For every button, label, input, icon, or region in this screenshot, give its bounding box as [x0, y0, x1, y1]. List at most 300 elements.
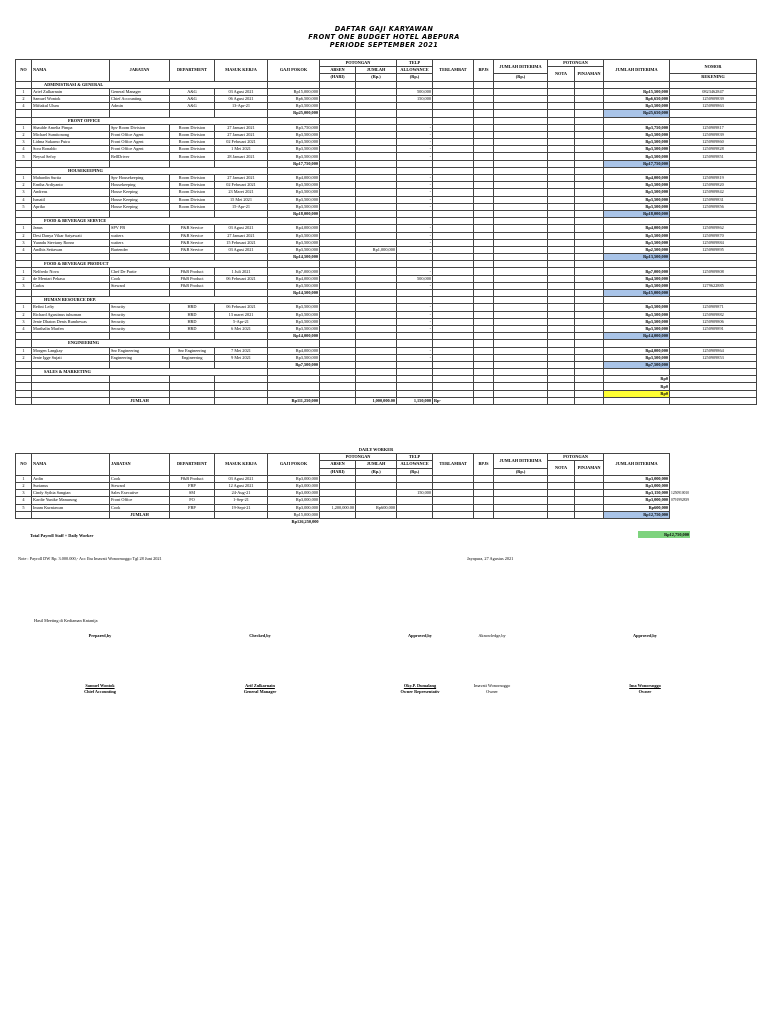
row-telp [397, 103, 433, 110]
empty-cell [16, 511, 32, 518]
row-nota [548, 95, 575, 102]
empty-cell [268, 167, 320, 174]
empty-cell [494, 475, 548, 482]
subtotal-diterima: Rp14,000,000 [604, 333, 670, 340]
daily-col-potongan-2: POTONGAN [548, 454, 604, 461]
row-terlambat [433, 347, 474, 354]
empty-cell [494, 110, 548, 117]
row-nama: Erntha Ardiyanto [32, 182, 110, 189]
signature-title: Owner [638, 689, 652, 694]
row-pinjaman [575, 146, 604, 153]
row-nota [548, 103, 575, 110]
section-header-row [16, 81, 757, 88]
empty-cell [670, 340, 757, 347]
section-header-row [16, 369, 757, 376]
col-jumlah-diterima-2: JUMLAH DITERIMA [604, 60, 670, 82]
row-no: 4 [16, 325, 32, 332]
daily-col-bpjs: BPJS [474, 454, 494, 476]
row-potongan-jumlah: Rp1,000,000 [356, 246, 397, 253]
col-rp-3: (Rp.) [494, 74, 548, 81]
empty-cell [433, 117, 474, 124]
empty-cell [494, 361, 548, 368]
row-rekening: 1250909839 [670, 95, 757, 102]
row-pinjaman [575, 239, 604, 246]
table-row [16, 225, 757, 232]
daily-col-telp: TELP [397, 454, 433, 461]
row-masuk: 13-Apr-21 [215, 103, 268, 110]
row-gaji: Rp7,000,000 [268, 268, 320, 275]
row-total-diterima: Rp3,500,000 [604, 282, 670, 289]
empty-cell [670, 117, 757, 124]
empty-cell [494, 254, 548, 261]
col-absen: ABSEN [320, 67, 356, 74]
empty-cell [548, 254, 575, 261]
row-rekening: 1250909808 [670, 268, 757, 275]
daily-telp [397, 475, 433, 482]
row-potongan-jumlah [356, 304, 397, 311]
daily-gaji: Rp3,000,000 [268, 482, 320, 489]
row-nota [548, 139, 575, 146]
row-total-diterima: Rp3,500,000 [604, 239, 670, 246]
empty-cell [670, 518, 757, 525]
row-terlambat [433, 139, 474, 146]
empty-cell [548, 369, 575, 376]
row-nama: Andhis Setiawan [32, 246, 110, 253]
row-rekening [670, 275, 757, 282]
row-jumlah-diterima [494, 139, 548, 146]
empty-cell [397, 297, 433, 304]
section-title: HUMAN RESOURCE DEP. [32, 297, 268, 304]
row-masuk: 27 Januari 2021 [215, 124, 268, 131]
row-pinjaman [575, 139, 604, 146]
empty-cell [32, 110, 110, 117]
daily-row [16, 504, 757, 511]
empty-cell [433, 254, 474, 261]
daily-telp: 150,000 [397, 490, 433, 497]
sales-value: Rp0 [604, 383, 670, 390]
daily-jumlah-row [16, 511, 757, 518]
row-nota [548, 232, 575, 239]
empty-cell [320, 518, 356, 525]
empty-cell [32, 333, 110, 340]
empty-cell [32, 361, 110, 368]
empty-cell [32, 254, 110, 261]
empty-cell [670, 297, 757, 304]
empty-cell [110, 254, 170, 261]
empty-cell [575, 497, 604, 504]
empty-cell [575, 290, 604, 297]
subtotal-diterima: Rp7,500,000 [604, 361, 670, 368]
row-no: 2 [16, 311, 32, 318]
row-absen [320, 239, 356, 246]
row-telp: 500,000 [397, 88, 433, 95]
empty-cell [548, 290, 575, 297]
row-jumlah-diterima [494, 325, 548, 332]
row-terlambat [433, 175, 474, 182]
empty-cell [494, 383, 548, 390]
row-nama: de Mentari Pekasa [32, 275, 110, 282]
empty-cell [433, 482, 474, 489]
row-gaji: Rp3,750,000 [268, 124, 320, 131]
daily-no: 2 [16, 482, 32, 489]
row-gaji: Rp3,500,000 [268, 146, 320, 153]
daily-col-nota: NOTA [548, 461, 575, 475]
col-gaji: GAJI POKOK [268, 60, 320, 82]
row-nota [548, 203, 575, 210]
row-no: 4 [16, 103, 32, 110]
empty-cell [356, 254, 397, 261]
row-absen [320, 311, 356, 318]
empty-cell [32, 210, 110, 217]
empty-cell [268, 297, 320, 304]
empty-cell [215, 518, 268, 525]
empty-cell [110, 110, 170, 117]
row-terlambat [433, 146, 474, 153]
section-header-row [16, 340, 757, 347]
row-nama: Neysal Sefoy [32, 153, 110, 160]
daily-telp [397, 497, 433, 504]
row-bpjs [474, 347, 494, 354]
row-gaji: Rp4,000,000 [268, 275, 320, 282]
row-jabatan: Bartender [110, 246, 170, 253]
empty-cell [474, 490, 494, 497]
daily-col-jabatan: JABATAN [110, 454, 170, 476]
empty-cell [474, 482, 494, 489]
row-no: 2 [16, 131, 32, 138]
row-terlambat [433, 325, 474, 332]
daily-diterima: Rp3,000,000 [604, 482, 670, 489]
row-nama: Refini Lefty [32, 304, 110, 311]
row-potongan-jumlah [356, 131, 397, 138]
empty-cell [575, 340, 604, 347]
daily-masuk: 03 Agust 2021 [215, 475, 268, 482]
subtotal-row [16, 290, 757, 297]
empty-cell [604, 369, 670, 376]
row-nota [548, 88, 575, 95]
empty-cell [110, 383, 170, 390]
empty-cell [268, 218, 320, 225]
signature-role: Aknowledge,by [478, 633, 506, 638]
row-telp: - [397, 246, 433, 253]
daily-diterima: Rp3,000,000 [604, 497, 670, 504]
row-gaji: Rp3,500,000 [268, 232, 320, 239]
empty-cell [397, 290, 433, 297]
empty-cell [397, 218, 433, 225]
row-absen [320, 131, 356, 138]
row-no: 1 [16, 225, 32, 232]
row-nama: Andreas [32, 189, 110, 196]
empty-cell [494, 297, 548, 304]
empty-cell [548, 475, 575, 482]
empty-cell [670, 81, 757, 88]
row-rekening: 1250909860 [670, 139, 757, 146]
empty-cell [474, 210, 494, 217]
empty-cell [474, 160, 494, 167]
row-jumlah-diterima [494, 304, 548, 311]
section-header-row [16, 297, 757, 304]
empty-cell [433, 475, 474, 482]
subtotal-row [16, 210, 757, 217]
col-terlambat: TERLAMBAT [433, 60, 474, 82]
row-department: Room Division [170, 139, 215, 146]
row-masuk: 06 Februari 2021 [215, 275, 268, 282]
col-potongan: POTONGAN [320, 60, 397, 67]
row-department: HRD [170, 311, 215, 318]
daily-department: SM [170, 490, 215, 497]
row-jabatan: Security [110, 304, 170, 311]
col-nomor: NOMOR [670, 60, 757, 74]
row-jumlah-diterima [494, 246, 548, 253]
row-telp: - [397, 318, 433, 325]
row-pinjaman [575, 88, 604, 95]
table-row [16, 175, 757, 182]
empty-cell [575, 475, 604, 482]
empty-cell [494, 369, 548, 376]
empty-cell [433, 297, 474, 304]
row-rekening: 1250909817 [670, 124, 757, 131]
col-rp-2: (Rp.) [397, 74, 433, 81]
row-absen [320, 95, 356, 102]
empty-cell [494, 482, 548, 489]
row-nota [548, 354, 575, 361]
daily-col-potongan: POTONGAN [320, 454, 397, 461]
col-telp: TELP [397, 60, 433, 67]
table-row [16, 325, 757, 332]
subtotal-gaji: Rp14,500,000 [268, 254, 320, 261]
row-potongan-jumlah [356, 239, 397, 246]
row-telp: - [397, 225, 433, 232]
row-nota [548, 311, 575, 318]
empty-cell [32, 518, 110, 525]
row-absen [320, 189, 356, 196]
empty-cell [548, 397, 575, 404]
empty-cell [268, 369, 320, 376]
section-title: SALES & MARKETING [32, 369, 268, 376]
row-no: 1 [16, 304, 32, 311]
empty-cell [494, 504, 548, 511]
empty-cell [494, 167, 548, 174]
row-masuk: 6 Mei 2021 [215, 325, 268, 332]
empty-cell [494, 210, 548, 217]
daily-absen [320, 475, 356, 482]
empty-cell [670, 333, 757, 340]
empty-cell [16, 383, 32, 390]
col-department: DEPARTMENT [170, 60, 215, 82]
row-nota [548, 182, 575, 189]
empty-cell [16, 160, 32, 167]
empty-cell [356, 160, 397, 167]
empty-cell [474, 254, 494, 261]
row-jabatan: Front Office Agent [110, 139, 170, 146]
empty-cell [548, 160, 575, 167]
empty-cell [575, 376, 604, 383]
row-jabatan: waiters [110, 232, 170, 239]
empty-cell [433, 497, 474, 504]
row-no: 1 [16, 347, 32, 354]
daily-no: 3 [16, 490, 32, 497]
row-total-diterima: Rp3,500,000 [604, 311, 670, 318]
row-gaji: Rp3,500,000 [268, 203, 320, 210]
empty-cell [320, 369, 356, 376]
subtotal-gaji: Rp25,000,000 [268, 110, 320, 117]
empty-cell [170, 511, 215, 518]
row-pinjaman [575, 311, 604, 318]
empty-cell [32, 397, 110, 404]
row-absen [320, 304, 356, 311]
payroll-note: Note : Payroll DW Rp. 3.000.000,- Acc Ibu Imavati Wonormoggo Tgl 28 Juni 2021 [18, 556, 162, 561]
section-no-cell [16, 218, 32, 225]
row-nota [548, 175, 575, 182]
row-rekening: 1250909870 [670, 232, 757, 239]
row-total-diterima: Rp3,500,000 [604, 304, 670, 311]
row-jabatan: Security [110, 311, 170, 318]
row-telp: - [397, 182, 433, 189]
row-no: 2 [16, 232, 32, 239]
table-row [16, 268, 757, 275]
empty-cell [320, 210, 356, 217]
row-terlambat [433, 225, 474, 232]
empty-cell [16, 210, 32, 217]
row-department: Room Division [170, 175, 215, 182]
empty-cell [604, 218, 670, 225]
empty-cell [215, 511, 268, 518]
row-jabatan: Engineering [110, 354, 170, 361]
empty-cell [215, 361, 268, 368]
row-absen [320, 225, 356, 232]
row-telp: - [397, 139, 433, 146]
empty-cell [670, 511, 757, 518]
empty-cell [16, 376, 32, 383]
row-no: 4 [16, 146, 32, 153]
empty-cell [670, 390, 757, 397]
empty-cell [170, 518, 215, 525]
empty-cell [397, 369, 433, 376]
row-bpjs [474, 124, 494, 131]
row-jumlah-diterima [494, 95, 548, 102]
row-jabatan: House Keeping [110, 203, 170, 210]
empty-cell [433, 504, 474, 511]
col-no: NO [16, 60, 32, 82]
col-allowance: ALLOWANCE [397, 67, 433, 74]
row-total-diterima: Rp3,500,000 [604, 203, 670, 210]
grand-total-label: JUMLAH [110, 397, 170, 404]
empty-cell [397, 160, 433, 167]
empty-cell [433, 369, 474, 376]
empty-cell [474, 475, 494, 482]
row-absen [320, 318, 356, 325]
empty-cell [575, 254, 604, 261]
empty-cell [32, 383, 110, 390]
row-terlambat [433, 182, 474, 189]
row-nama: Yuandu Steviany Ronnr [32, 239, 110, 246]
empty-cell [670, 361, 757, 368]
row-terlambat [433, 246, 474, 253]
daily-rekening [670, 504, 757, 511]
row-terlambat [433, 268, 474, 275]
row-jumlah-diterima [494, 282, 548, 289]
empty-cell [397, 511, 433, 518]
row-potongan-jumlah [356, 182, 397, 189]
row-absen [320, 268, 356, 275]
row-jumlah-diterima [494, 88, 548, 95]
row-nama: Lidma Sukarno Putra [32, 139, 110, 146]
row-absen [320, 275, 356, 282]
col-nama: NAMA [32, 60, 110, 82]
empty-cell [356, 297, 397, 304]
table-row [16, 311, 757, 318]
header-row-1 [16, 60, 757, 67]
row-pinjaman [575, 304, 604, 311]
empty-cell [356, 518, 397, 525]
place-date: Jayapura, 27 Agustus 2021 [467, 556, 514, 561]
row-gaji: Rp6,500,000 [268, 95, 320, 102]
row-department: A&G [170, 95, 215, 102]
row-nota [548, 189, 575, 196]
row-nota [548, 124, 575, 131]
empty-cell [268, 390, 320, 397]
empty-cell [494, 490, 548, 497]
empty-cell [320, 218, 356, 225]
row-no: 3 [16, 282, 32, 289]
row-terlambat [433, 95, 474, 102]
daily-row [16, 475, 757, 482]
empty-cell [474, 376, 494, 383]
row-total-diterima: Rp3,500,000 [604, 196, 670, 203]
row-no: 1 [16, 175, 32, 182]
row-masuk: 02 Februari 2021 [215, 182, 268, 189]
row-department: Room Division [170, 189, 215, 196]
row-absen [320, 347, 356, 354]
row-absen [320, 354, 356, 361]
subtotal-diterima: Rp18,000,000 [604, 210, 670, 217]
row-pinjaman [575, 246, 604, 253]
grand-total-terlambat: Rp- [433, 397, 474, 404]
row-nota [548, 239, 575, 246]
grand-total-row [16, 397, 757, 404]
empty-cell [320, 254, 356, 261]
row-jabatan: SPV FB [110, 225, 170, 232]
row-pinjaman [575, 182, 604, 189]
subtotal-diterima: Rp17,750,000 [604, 160, 670, 167]
row-rekening: 1250909871 [670, 304, 757, 311]
subtotal-gaji: Rp18,000,000 [268, 210, 320, 217]
empty-cell [575, 482, 604, 489]
empty-cell [494, 81, 548, 88]
row-no: 3 [16, 318, 32, 325]
row-telp: - [397, 354, 433, 361]
row-no: 2 [16, 354, 32, 361]
row-potongan-jumlah [356, 203, 397, 210]
row-pinjaman [575, 203, 604, 210]
row-rekening: 1279622885 [670, 282, 757, 289]
empty-cell [670, 167, 757, 174]
row-bpjs [474, 232, 494, 239]
row-potongan-jumlah [356, 139, 397, 146]
row-rekening: 1250909895 [670, 246, 757, 253]
section-no-cell [16, 340, 32, 347]
row-total-diterima: Rp3,500,000 [604, 325, 670, 332]
row-nama: Carlos [32, 282, 110, 289]
row-absen [320, 88, 356, 95]
row-nota [548, 225, 575, 232]
empty-cell [356, 361, 397, 368]
row-terlambat [433, 354, 474, 361]
empty-cell [433, 340, 474, 347]
empty-cell [110, 376, 170, 383]
empty-cell [356, 81, 397, 88]
row-jabatan: Chief Accounting [110, 95, 170, 102]
daily-jumlah-gaji: Rp15,000,000 [268, 511, 320, 518]
